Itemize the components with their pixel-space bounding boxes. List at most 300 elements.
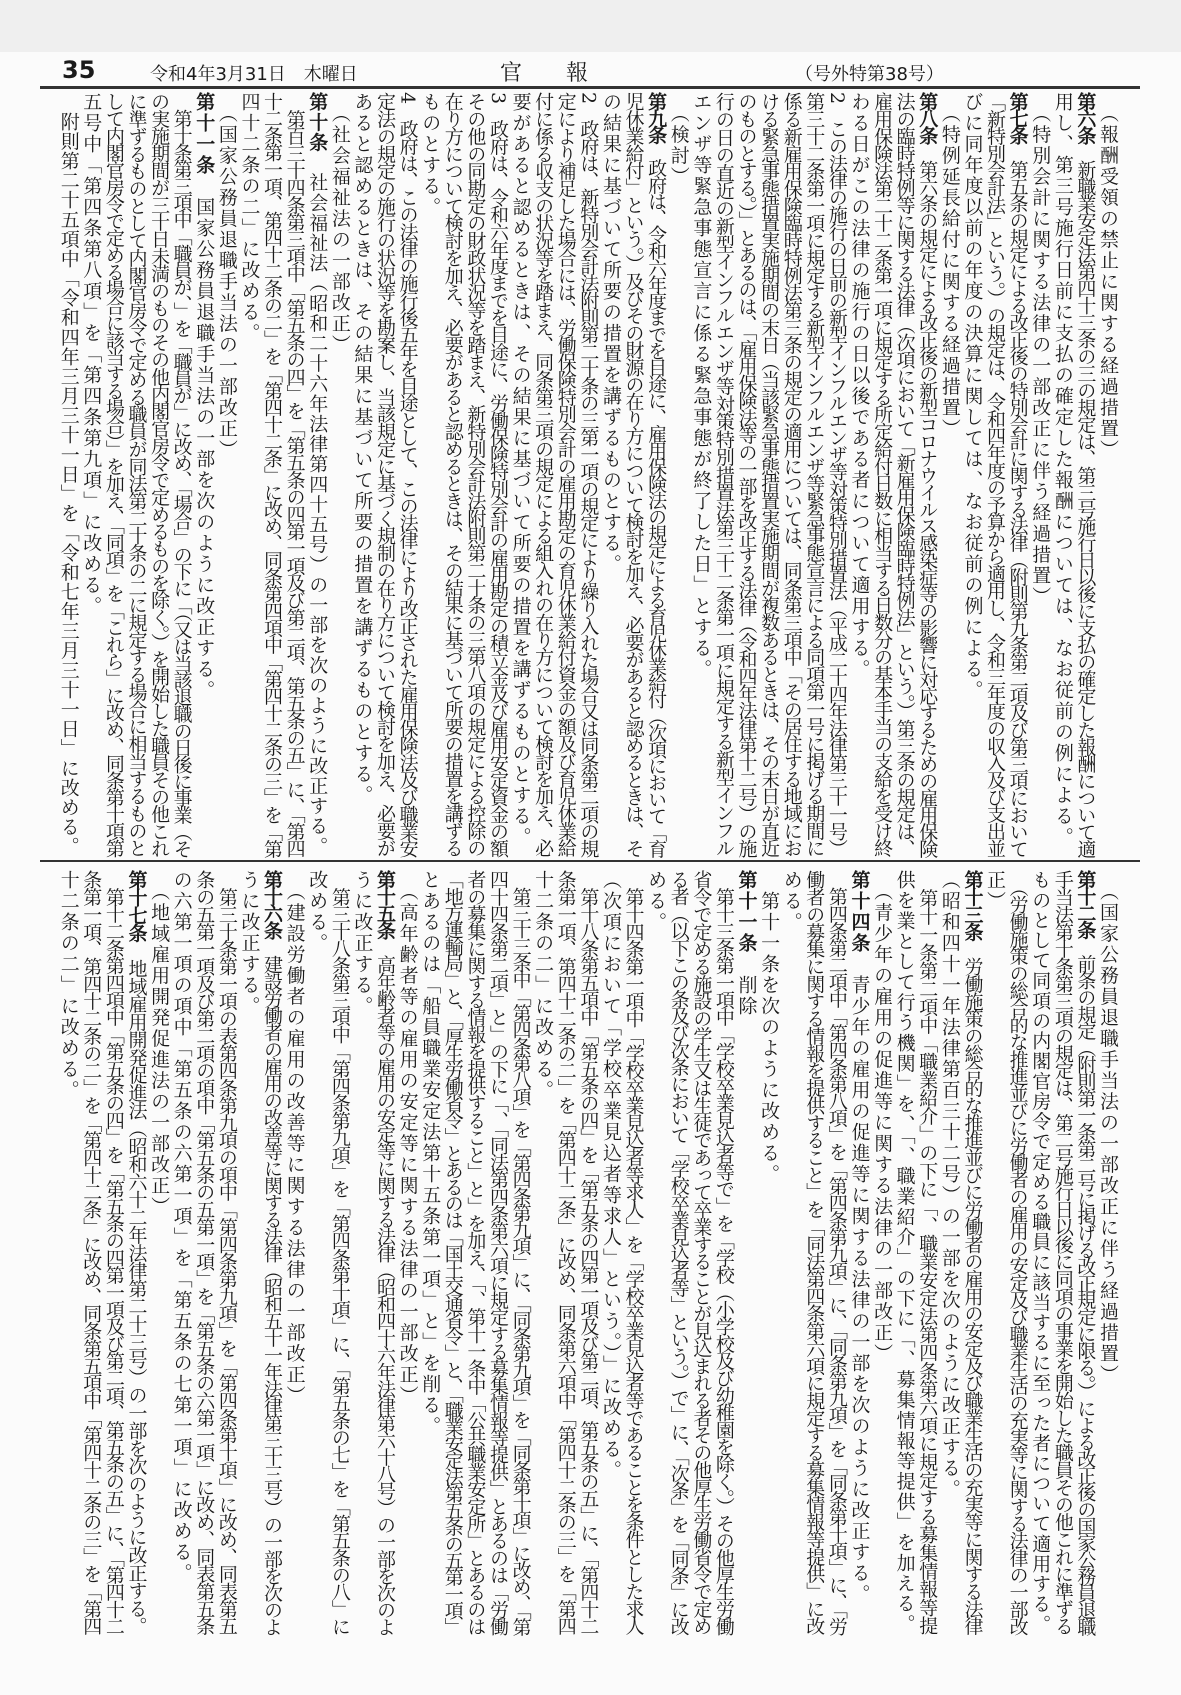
line-text: （国家公務員退職手当法の一部改正） [215,92,238,461]
line-content [102,92,125,856]
article-number: 第十七条 [125,870,148,942]
line-content [961,92,984,701]
line-content [193,92,216,701]
lower-text-block [57,870,1119,1636]
article-line [306,92,329,858]
line-text: 第十一条を次のように改める。 [758,870,781,1185]
line-content [125,92,148,856]
line-content [1074,92,1097,856]
line-content [486,92,509,856]
line-content [147,92,170,856]
line-text: 雇用保険法第二十二条第一項に規定する所定給付日数に相当する日数分の基本手当の支給を受け終 [871,92,894,856]
line-content [712,92,735,856]
line-content [848,870,871,1605]
line-text: 法の臨時特例等に関する法律（次項において「新雇用保険臨時特例法」という。）第三条の規定は、 [893,92,916,857]
line-content [599,870,622,1481]
article-number: 第十二条 [1074,870,1097,938]
line-text: 国家公務員退職手当法の一部を次のように改正する。 [193,176,216,701]
text-line [328,92,351,858]
line-content [193,870,216,1634]
line-content [464,870,487,1634]
line-content [351,92,374,806]
article-line [193,92,216,858]
line-content [1096,92,1119,461]
text-line [893,870,916,1636]
text-line [486,92,509,858]
line-content [532,870,555,1101]
line-content [57,870,80,1101]
article-line [373,870,396,1636]
line-text: 第三十八条第三項中「第四条第九項」を「第四条第十項」に、「第五条の七」を「第五条の八」に [328,870,351,1635]
line-text: 手当法第十条第三項の規定は、第二号施行日以後に同項の事業を開始した職員その他これに準ずる [1051,870,1074,1634]
line-text: （国家公務員退職手当法の一部改正に伴う経過措置） [1097,870,1119,1386]
line-text: 第五条の規定による改正後の特別会計に関する法律（附則第九条第二項及び第三項において [1006,142,1029,857]
line-content [260,870,283,1634]
text-line [1029,92,1052,858]
text-line [464,870,487,1636]
line-text: 2 この法律の施行の日前の新型インフルエンザ等対策特別措置法（平成二十四年法律第三十一号） [825,92,848,856]
text-line [712,870,735,1636]
line-text: 十二条の二」に改める。 [57,870,80,1101]
line-content [916,870,939,1634]
line-text: 第百三十四条第三項中「第五条の四」を「第五条の四第一項及び第二項、第五条の五」に、「第四 [283,92,306,857]
line-text: 2 政府は、新特別会計法附則第二十条の三第一項の規定により繰り入れた場合又は同条第二項の規 [577,92,600,856]
line-text: 四十二条の二」に改める。 [238,92,261,344]
line-text: 「地方運輸局」と、「厚生労働省令」とあるのは「国土交通省令」と、「職業安定法第五条の五第一項」 [441,870,464,1635]
line-text: 第十四条第一項中「学校卒業見込者等求人」を「学校卒業見込者等であることを条件とした求人 [622,870,645,1634]
line-text: あると認めるときは、その結果に基づいて所要の措置を講ずるものとする。 [351,92,374,806]
line-text: 在り方について検討を加え、必要があると認めるときは、その結果に基づいて所要の措置を講ずる [441,92,464,856]
line-content [690,92,713,680]
text-line [803,92,826,858]
line-text: る者（以下この条及び次条において「学校卒業見込者等」という。）で」に、「次条」を「同条」に改 [667,870,690,1634]
line-content [57,92,80,856]
line-text: （高年齢者等の雇用の安定等に関する法律の一部改正） [396,870,419,1407]
upper-text-block [57,92,1119,858]
article-line [961,870,984,1636]
line-text: 新職業安定法第四十三条の三の規定は、第三号施行日以後に支払の確定した報酬について適 [1074,142,1097,857]
line-text: びに同年度以前の年度の決算に関しては、なお従前の例による。 [961,92,984,701]
text-line [102,92,125,858]
line-content [803,92,826,856]
line-text: わる日がこの法律の施行の日以後である者について適用する。 [848,92,871,680]
text-line [554,870,577,1636]
line-text: 地域雇用開発促進法（昭和六十二年法律第二十三号）の一部を次のように改正する。 [125,941,148,1635]
text-line [486,870,509,1636]
line-text: 者の募集に関する情報を提供すること」と」を加え、「、第十一条中「公共職業安定所」とあるのは [464,870,487,1635]
line-text: うに改正する。 [238,870,261,1017]
text-line [193,870,216,1636]
line-content [419,870,442,1437]
line-content [102,870,125,1634]
line-content [645,870,668,933]
text-line [238,92,261,858]
line-text: 高年齢者等の雇用の安定等に関する法律（昭和四十六年法律第六十八号）の一部を次のよ [374,937,396,1635]
text-line [170,870,193,1636]
line-content [1074,870,1097,1634]
line-text: 定により補足した場合には、労働保険特別会計の雇用勘定の育児休業給付資金の額及び育児休業給 [554,92,577,856]
line-content [554,870,577,1634]
line-content [758,870,781,1185]
line-content [622,870,645,1634]
line-content [419,92,442,218]
line-content [238,870,261,1017]
line-content [983,92,1006,856]
line-content [599,92,622,575]
line-content [712,870,735,1634]
line-content [306,870,329,954]
article-line [645,92,668,858]
line-text: 用し、第三号施行日前に支払の確定した報酬については、なお従前の例による。 [1051,92,1074,848]
line-text: 省令で定める施設の学生又は生徒であって卒業することが見込まれる者その他厚生労働省令で定め [690,870,713,1634]
line-text: 条第一項、第四十二条の二」を「第四十二条」に改め、同条第五項中「第四十二条の三」を「第四 [80,870,103,1634]
line-content [667,870,690,1634]
text-line [1029,870,1052,1636]
text-line [983,92,1006,858]
issue-number: （号外特第38号） [795,64,944,85]
text-line [57,870,80,1636]
line-content [532,92,555,856]
article-number: 第十六条 [261,870,284,938]
text-line [170,92,193,858]
text-line [215,92,238,858]
line-text: 付に係る収支の状況等を踏まえ、同条第三項の規定による組入れの在り方について検討を加え、必 [532,92,555,856]
text-line [238,870,261,1636]
line-text: のものとする。）」とあるのは、「雇用保険法等の一部を改正する法律（令和四年法律第十二号）の施 [735,92,758,857]
text-line [396,870,419,1636]
text-line [667,92,690,858]
text-line [1051,92,1074,858]
line-content [780,92,803,856]
text-line [441,870,464,1636]
line-text: （昭和四十一年法律第百三十二号）の一部を次のように改正する。 [938,870,961,1500]
line-content [464,92,487,856]
line-content [667,92,690,188]
line-text: （次項において「学校卒業見込者等求人」という。）」に改める。 [599,870,622,1481]
line-text: ける緊急事態措置実施期間の末日（当該緊急事態措置実施期間が複数あるときは、その末日が直近 [758,92,781,856]
line-content [1006,870,1029,1634]
text-line [102,870,125,1636]
text-line [938,870,961,1636]
line-content [238,92,261,344]
line-text: 労働施策の総合的な推進並びに労働者の雇用の安定及び職業生活の充実等に関する法律 [961,939,984,1634]
line-text: （特例延長給付に関する経過措置） [938,92,961,440]
line-text: 前条の規定（附則第一条第二号に掲げる改正規定に限る。）による改正後の国家公務員退職 [1074,937,1097,1635]
text-line [1006,870,1029,1636]
line-text: して内閣官房令で定める場合に該当する場合）」を加え、「同項」を「これら」に改め、同条第十項第 [102,92,125,856]
text-line [780,870,803,1636]
line-content [441,92,464,856]
text-line [1051,870,1074,1636]
text-line [870,870,893,1636]
text-line [758,92,781,858]
line-content [170,92,193,856]
text-line [554,92,577,858]
article-number: 第七条 [1006,92,1029,143]
text-line [532,870,555,1636]
line-text: 正） [984,870,1007,912]
line-content [735,92,758,856]
line-content [577,870,600,1634]
text-line [803,870,826,1636]
line-content [306,92,329,856]
line-content [554,92,577,856]
line-text: 四十四条第二項」と」の下に「、「同法第四条第六項に規定する募集情報等提供」とあるのは「労働 [486,870,509,1635]
article-number: 第十三条 [961,870,984,940]
article-number: 第十一条 [735,870,758,954]
line-content [916,92,939,856]
line-text: 第六条の規定による改正後の新型コロナウイルス感染症等の影響に対応するための雇用保険 [916,142,939,857]
article-number: 第六条 [1074,92,1097,143]
line-text: に準ずるものとして内閣官房令で定める職員が同法第二十条の二に規定する場合に相当するものと [125,92,148,856]
line-content [509,870,532,1634]
line-text: （労働施策の総合的な推進並びに労働者の雇用の安定及び職業生活の充実等に関する法律の一部改 [1006,870,1029,1635]
line-text: 第十三条第一項中「学校卒業見込者等で」を「学校（小学校及び幼稚園を除く。）その他厚生労働 [712,870,735,1635]
line-content [328,92,351,356]
line-text: 行の日の直近の新型インフルエンザ等対策特別措置法第三十二条第一項に規定する新型インフル [712,92,735,857]
text-line [396,92,419,858]
line-text: エンザ等緊急事態宣言に係る緊急事態が終了した日」とする。 [690,92,713,680]
article-number: 第十四条 [848,870,871,954]
article-line [125,870,148,1636]
text-line [690,92,713,858]
line-text: 第四条第二項中「第四条第八項」を「第四条第九項」に、「同条第九項」を「同条第十項」に、「労 [825,870,848,1634]
header-divider [40,86,1140,89]
text-line [260,92,283,858]
text-line [961,92,984,858]
article-number: 第十五条 [374,870,396,938]
line-text: とあるのは「船員職業安定法第十五条第一項」と」を削る。 [419,870,442,1437]
text-line [283,92,306,858]
line-content [848,92,871,680]
text-line [464,92,487,858]
line-text: 建設労働者の雇用の改善等に関する法律（昭和五十一年法律第三十三号）の一部を次のよ [261,937,284,1635]
line-content [125,870,148,1634]
line-text: 十二条第一項、第四十二条の二」を「第四十二条」に改め、同条第四項中「第四十二条の三」を「第 [261,92,284,857]
text-line [870,92,893,858]
line-content [1051,92,1074,848]
text-line [599,92,622,858]
text-line [983,870,1006,1636]
line-text: 第十一条第二項中「職業紹介」の下に「、職業安定法第四条第六項に規定する募集情報等提 [916,870,939,1634]
line-content [328,870,351,1634]
line-text: 社会福祉法（昭和二十六年法律第四十五号）の一部を次のように改正する。 [306,152,329,857]
text-line [351,92,374,858]
line-text: 第三十二条第一項に規定する新型インフルエンザ等緊急事態宣言による同項第一号に掲げる期間に [803,92,826,856]
text-line [667,870,690,1636]
text-line [532,92,555,858]
line-content [825,92,848,856]
page-header [0,52,1181,88]
text-line [57,92,80,858]
line-content [893,92,916,856]
line-text: の結果に基づいて所要の措置を講ずるものとする。 [599,92,622,575]
text-line [735,92,758,858]
line-text: 第十二条第四項中「第五条の四」を「第五条の四第一項及び第二項、第五条の五」に、「第四十二 [102,870,125,1635]
line-content [961,870,984,1634]
line-content [870,92,893,856]
line-content [690,870,713,1634]
text-line [780,92,803,858]
line-content [1051,870,1074,1634]
text-line [215,870,238,1636]
line-content [803,870,826,1634]
line-content [80,870,103,1634]
line-text: （報酬受領の禁止に関する経過措置） [1097,92,1119,461]
text-line [283,870,306,1636]
line-content [983,870,1006,912]
line-text: （特別会計に関する法律の一部改正に伴う経過措置） [1029,92,1052,608]
line-text: （地域雇用開発促進法の一部改正） [148,870,171,1218]
line-text: 児休業給付」という。）及びその財源の在り方について検討を加え、必要があると認めるときは、そ [622,92,645,857]
text-line [441,92,464,858]
article-line [848,870,871,1636]
line-text: 附則第二十五項中「令和四年三月三十一日」を「令和七年三月三十一日」に改める。 [57,92,80,857]
text-line [147,870,170,1636]
line-content [870,870,893,1365]
text-line [509,92,532,858]
article-number: 第十条 [306,92,329,153]
line-content [147,870,170,1218]
line-text: 五号中「第四条第八項」を「第四条第九項」に改める。 [80,92,103,617]
text-line [758,870,781,1636]
line-text: の実施期間が三十日未満のものその他内閣官房令で定めるものを除く。）を開始した職員その他これ [148,92,171,857]
text-line [1096,870,1119,1636]
article-line [1074,92,1097,858]
article-line [1006,92,1029,858]
line-text: （建設労働者の雇用の改善等に関する法律の一部改正） [283,870,306,1407]
text-line [893,92,916,858]
line-text: 第三十条第一項の表第四条第九項の項中「第四条第九項」を「第四条第十項」に改め、同表第五 [215,870,238,1634]
issue-date: 令和4年3月31日 木曜日 [150,64,358,85]
line-text: 3 政府は、令和六年度までを目途に、労働保険特別会計の雇用勘定の積立金及び雇用安定資金の額 [486,92,509,856]
line-content [283,92,306,856]
text-line [509,870,532,1636]
line-text: 第十条第三項中「職員が、」を「職員が」に改め、「場合」の下に「（又は当該退職の日後に事業（そ [170,92,193,856]
text-line [419,92,442,858]
line-content [373,92,396,856]
line-content [396,870,419,1407]
line-text: の六第一項の項中「第五条の六第一項」を「第五条の七第一項」に改める。 [170,870,193,1584]
line-content [1096,870,1119,1386]
line-text: める。 [645,870,668,933]
article-line [1074,870,1097,1636]
line-text: 政府は、令和六年度までを目途に、雇用保険法の規定による育児休業給付（次項において「育 [645,141,668,857]
line-text: 第十八条第五項中「第五条の四」を「第五条の四第一項及び第二項、第五条の五」に、「第四十二 [577,870,600,1635]
article-line [916,92,939,858]
line-text: うに改正する。 [351,870,374,1017]
line-content [645,92,668,856]
text-line [306,870,329,1636]
line-text: 改める。 [306,870,329,954]
text-line [622,92,645,858]
line-text: 第三十三条中「第四条第八項」を「第四条第九項」に、「同条第九項」を「同条第十項」に改め、「第 [509,870,532,1635]
line-text: （検討） [667,92,690,188]
line-content [396,92,419,856]
text-line [825,870,848,1636]
text-line [80,870,103,1636]
line-content [622,92,645,856]
line-text: 条の五第一項及び第二項の項中「第五条の五第一項」を「第五条の六第一項」に改め、同表第五条 [193,870,216,1634]
text-line [916,870,939,1636]
line-content [215,870,238,1634]
text-line [351,870,374,1636]
line-content [825,870,848,1634]
text-line [419,870,442,1636]
line-content [1029,92,1052,608]
text-line [577,92,600,858]
line-text: 「新特別会計法」という。）の規定は、令和四年度の予算から適用し、令和三年度の収入及び支出並 [984,92,1007,857]
page-number: 35 [62,56,96,84]
line-text: 4 政府は、この法律の施行後五年を目途として、この法律により改正された雇用保険法及び職業安 [396,92,419,856]
article-line [735,870,758,1636]
line-text: 十二条の二」に改める。 [532,870,555,1101]
text-line [577,870,600,1636]
text-line [622,870,645,1636]
line-text: その他の同勘定の財政状況等を踏まえ、新特別会計法附則第二十条の三第八項の規定による控除の [464,92,487,856]
line-content [1029,870,1052,1634]
line-content [938,870,961,1500]
line-content [441,870,464,1634]
line-content [351,870,374,1017]
line-content [373,870,396,1634]
text-line [645,870,668,1636]
line-text: ものとする。 [419,92,442,218]
line-text: ものとして同項の内閣官房令で定める職員に該当するに至った者について適用する。 [1029,870,1052,1635]
text-line [80,92,103,858]
line-content [486,870,509,1634]
line-content [260,92,283,856]
text-line [825,92,848,858]
line-text: 係る新雇用保険臨時特例法第三条の規定の適用については、同条第三項中「その居住する地域にお [780,92,803,856]
article-line [260,870,283,1636]
line-text: 供を業として行う機関」を、「、職業紹介」の下に「、募集情報等提供」を加える。 [893,870,916,1635]
line-text: める。 [780,870,803,933]
text-line [599,870,622,1636]
line-content [283,870,306,1407]
line-content [893,870,916,1634]
article-number: 第八条 [916,92,939,143]
article-number: 第九条 [645,92,668,142]
text-line [690,870,713,1636]
line-content [80,92,103,617]
line-text: （社会福祉法の一部改正） [328,92,351,356]
line-text: 削除 [735,954,758,1017]
line-text: 条第一項、第四十二条の二」を「第四十二条」に改め、同条第六項中「第四十二条の三」を「第四 [554,870,577,1634]
line-content [735,870,758,1017]
text-line [147,92,170,858]
line-text: 青少年の雇用の促進等に関する法律の一部を次のように改正する。 [848,954,871,1605]
text-line [328,870,351,1636]
line-content [780,870,803,933]
section-divider [40,860,1140,862]
gazette-title: 官報 [500,61,633,86]
text-line [938,92,961,858]
line-content [215,92,238,461]
line-content [758,92,781,856]
article-number: 第十一条 [193,92,216,176]
line-text: 要があると認めるときは、その結果に基づいて所要の措置を講ずるものとする。 [509,92,532,848]
line-content [1006,92,1029,856]
line-content [577,92,600,856]
line-text: 働者の募集に関する情報を提供すること」を「同法第四条第六項に規定する募集情報等提供」に改 [803,870,826,1634]
line-content [170,870,193,1584]
text-line [1096,92,1119,858]
text-line [712,92,735,858]
line-content [509,92,532,848]
text-line [848,92,871,858]
text-line [125,92,148,858]
